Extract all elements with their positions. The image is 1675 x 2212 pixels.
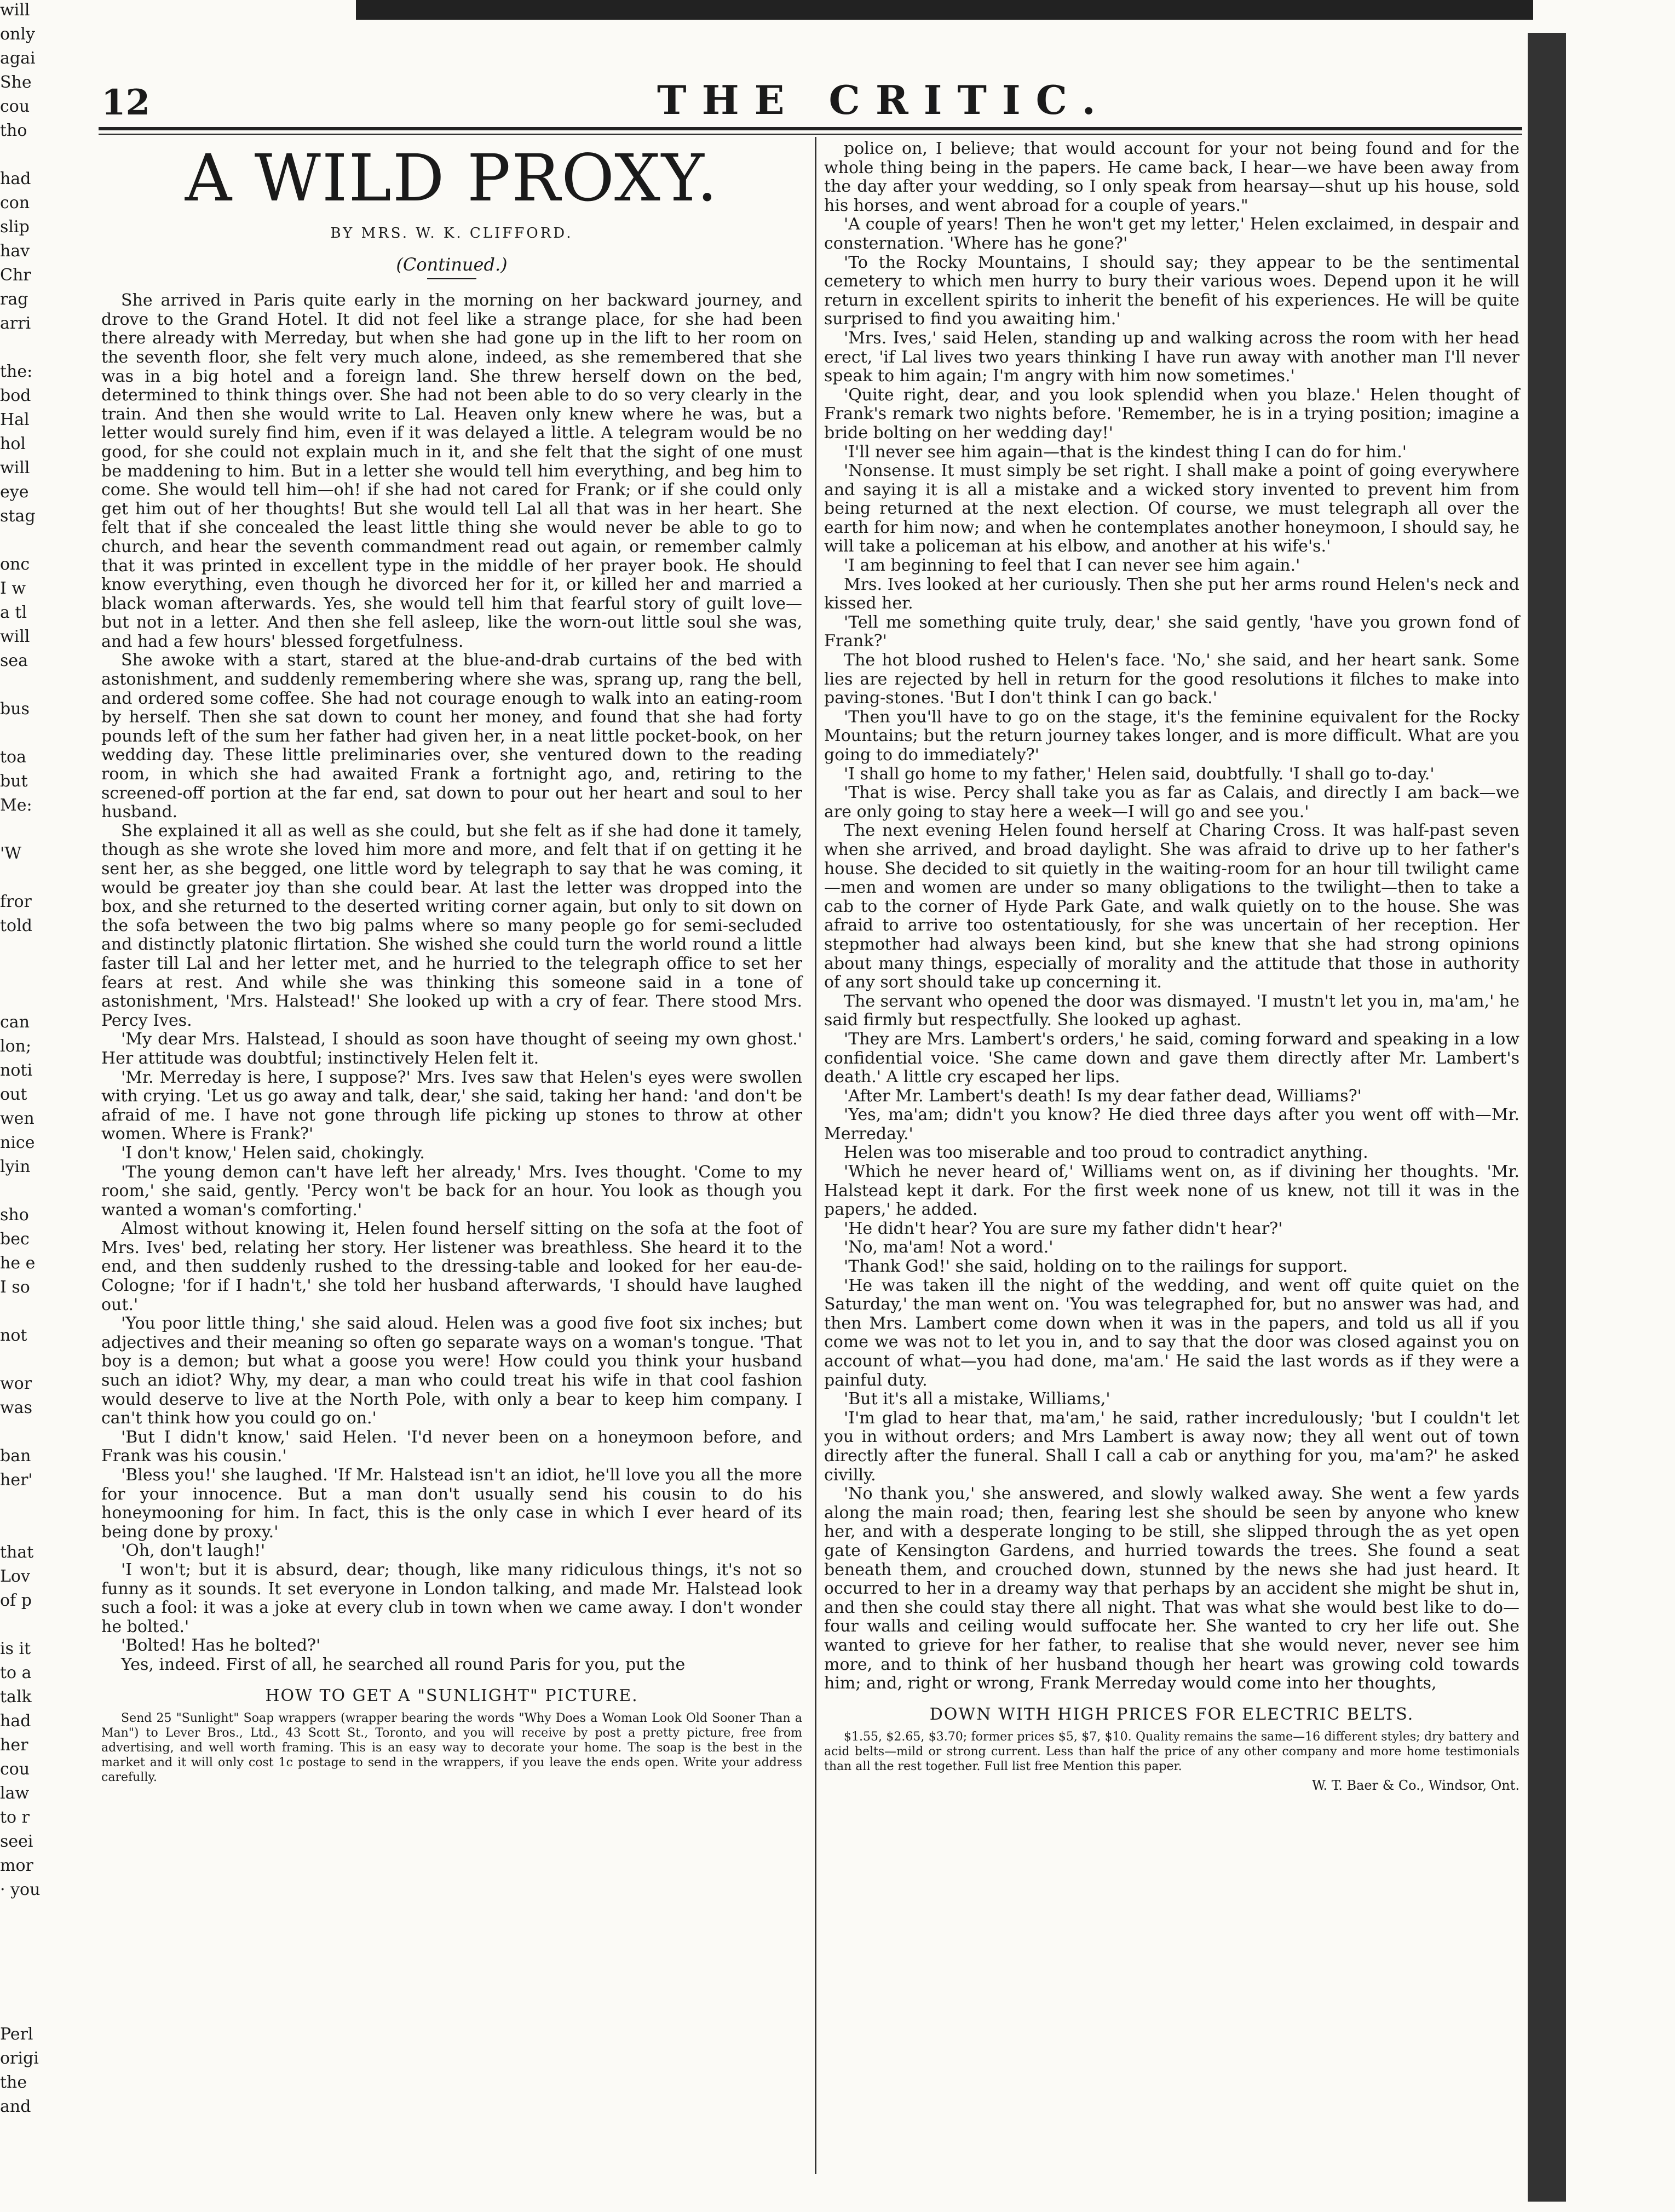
story-paragraph: 'The young demon can't have left her already,' Mrs. Ives thought. 'Come to my room,' she said, gently. 'Percy won't be back for an hour. You look as though you wanted a woman's comforting.' [101,1162,802,1220]
story-paragraph: 'Mr. Merreday is here, I suppose?' Mrs. Ives saw that Helen's eyes were swollen with crying. 'Let us go away and talk, dear,' she said, taking her hand: 'and don't be afraid of me. I have not gone through life picking up stones to throw at other women. Where is Frank?' [101,1067,802,1144]
header-rule [99,127,1522,130]
edge-fragment: origi [0,2049,39,2068]
edge-fragment [0,1349,96,1370]
header-rule-thin [99,134,1522,135]
edge-fragment: She [0,73,32,92]
edge-fragment: that [0,1543,34,1562]
edge-fragment: rag [0,290,28,309]
story-paragraph: 'My dear Mrs. Halstead, I should as soon have thought of seeing my own ghost.' Her attitude was doubtful; instinctively Helen felt it. [101,1030,802,1068]
edge-fragment [0,819,96,840]
edge-fragment: slip [0,217,30,237]
edge-fragment: Lov [0,1567,30,1586]
edge-fragment: out [0,1085,27,1104]
story-paragraph: 'Yes, ma'am; didn't you know? He died three days after you went off with—Mr. Merreday.' [824,1105,1519,1144]
edge-fragment: a tl [0,603,27,622]
story-paragraph: 'Oh, don't laugh!' [121,1541,266,1561]
title-rule [427,278,476,279]
edge-fragment: to a [0,1663,32,1682]
edge-fragment: had [0,169,31,188]
story-paragraph: 'Nonsense. It must simply be set right. I shall make a point of going everywhere and saying it is all a mistake and a wicked story invented to prevent him from being returned at the next election. Of course, we must telegraph all over the earth for him now; and when he contemplates another honeymoon, I should say, he will take a policeman at his elbow, and another at his wife's.' [824,461,1519,556]
edge-fragment: will [0,1,30,20]
edge-fragment [0,1518,96,1539]
edge-fragment: toa [0,748,27,767]
story-paragraph: 'I'm glad to hear that, ma'am,' he said, rather incredulously; 'but I couldn't let you in without orders; and Mrs Lambert is away now; they all went out of town directly after the funeral. Shall I call a cab or anything for you, ma'am?' he asked civilly. [824,1408,1519,1485]
edge-fragment: stag [0,507,36,526]
edge-fragment [0,1976,96,1997]
edge-fragment: law [0,1784,30,1803]
edge-fragment: of p [0,1591,32,1610]
story-paragraph: 'No thank you,' she answered, and slowly walked away. She went a few yards along the main road; then, fearing lest she should be seen by anyone who knew her, and with a desperate longing to be still, she slipped through the as yet open gate of Kensington Gardens, and hurried towards the trees. She found a seat beneath them, and crouched down, stunned by the news she had just heard. It occurred to her in a dreamy way that perhaps by an accident she might be shut in, and then she could stay there all night. That was what she would best like to do—four walls and ceiling would suffocate her. She wanted to cry her life out. She wanted to grieve for her father, to realise that she would never, never see him more, and to think of her husband though her heart was growing cold towards him; and, right or wrong, Frank Merreday would come into her thoughts, [824,1484,1519,1693]
edge-fragment: told [0,916,32,935]
edge-fragment: nice [0,1133,35,1152]
story-paragraph: police on, I believe; that would account for your not being found and for the whole thing being in the papers. He came back, I hear—we have been away from the day after your wedding, so I only speak from hearsay—shut up his house, sold his horses, and went abroad for a couple of years." [824,139,1519,215]
story-paragraph: Yes, indeed. First of all, he searched all round Paris for you, put the [121,1654,686,1674]
top-edge-rule [356,0,1533,20]
edge-fragment: Me: [0,796,32,815]
column-1 [101,140,802,2188]
story-paragraph: 'I shall go home to my father,' Helen said, doubtfully. 'I shall go to-day.' [844,764,1435,784]
edge-fragment: lyin [0,1157,31,1176]
story-paragraph: 'Tell me something quite truly, dear,' she said gently, 'have you grown fond of Frank?' [824,612,1519,651]
story-paragraph: 'Which he never heard of,' Williams went on, as if divining her thoughts. 'Mr. Halstead kept it dark. For the first week none of us knew, not till it was in the papers,' he added. [824,1162,1519,1220]
edge-fragment: is it [0,1639,31,1658]
edge-fragment: cou [0,97,30,116]
edge-fragment [0,675,96,696]
edge-fragment [0,723,96,744]
edge-fragment: eye [0,482,29,502]
story-paragraph: The next evening Helen found herself at Charing Cross. It was half-past seven when she arrived, and broad daylight. She was afraid to drive up to her father's house. She decided to sit quietly in the waiting-room for an hour till twilight came—men and women are under so many obligations to the twilight—then to take a cab to the corner of Hyde Park Gate, and walk quietly on to the house. She was afraid to arrive too ostentatiously, for she was uncertain of her reception. Her stepmother had always been kind, but she knew that she had strong opinions about many things, especially of morality and the attitude that those in authority of any sort should take up concerning it. [824,821,1519,992]
edge-fragment [0,530,96,551]
story-paragraph: 'You poor little thing,' she said aloud. Helen was a good five foot six inches; but adjectives and their meaning so often go separate ways on a woman's tongue. 'That boy is a demon; but what a goose you were! How could you think your husband such an idiot? Why, my dear, a man who could treat his wife in that cool fashion would deserve to live at the North Pole, with only a bear to keep him company. I can't think how you could go on.' [101,1314,802,1428]
next-page-edge-column [0,0,96,2116]
story-paragraph: 'Quite right, dear, and you look splendid when you blaze.' Helen thought of Frank's remark two nights before. 'Remember, he is in a trying position; imagine a bride bolting on her wedding day!' [824,385,1519,443]
edge-fragment: ban [0,1446,31,1466]
edge-fragment: onc [0,555,30,574]
edge-fragment: Perl [0,2025,33,2044]
story-paragraph: The servant who opened the door was dismayed. 'I mustn't let you in, ma'am,' he said firmly but respectfully. She looked up aghast. [824,991,1519,1030]
edge-fragment: bec [0,1229,30,1249]
story-paragraph: 'After Mr. Lambert's death! Is my dear father dead, Williams?' [844,1086,1362,1106]
edge-fragment: bod [0,386,31,405]
edge-fragment: con [0,193,30,212]
column-2-body [824,140,1519,1693]
edge-fragment: noti [0,1061,33,1080]
edge-fragment: seei [0,1832,33,1851]
edge-fragment: but [0,772,28,791]
edge-fragment [0,940,96,961]
story-paragraph: 'That is wise. Percy shall take you as far as Calais, and directly I am back—we are only going to stay here a week—I will go and see you.' [824,783,1519,821]
story-paragraph: 'I am beginning to feel that I can never see him again.' [844,556,1300,576]
edge-fragment [0,1422,96,1443]
story-paragraph: The hot blood rushed to Helen's face. 'No,' she said, and her heart sank. Some lies are rejected by hell in return for the good resolutions it filches to make into paving-stones. 'But I don't think I can go back.' [824,651,1519,708]
edge-fragment: talk [0,1687,32,1707]
story-paragraph: Mrs. Ives looked at her curiously. Then she put her arms round Helen's neck and kissed her. [824,574,1519,613]
story-paragraph: 'Mrs. Ives,' said Helen, standing up and walking across the room with her head erect, 'if Lal lives two years thinking I have run away with another man I'll never speak to him again; I'm angry with him now sometimes.' [824,328,1519,386]
edge-fragment: was [0,1398,32,1417]
edge-fragment: not [0,1326,27,1345]
edge-fragment: wor [0,1374,32,1393]
edge-fragment: sea [0,651,28,670]
edge-fragment: Chr [0,266,31,285]
story-paragraph: 'Thank God!' she said, holding on to the railings for support. [844,1257,1348,1277]
story-paragraph: 'But it's all a mistake, Williams,' [844,1389,1110,1409]
column-divider [815,137,816,2174]
edge-fragment [0,867,96,888]
edge-fragment: · you [0,1880,41,1899]
edge-fragment: wen [0,1109,34,1128]
edge-fragment: only [0,25,35,44]
masthead: THE CRITIC. [657,77,1111,123]
story-continued-note: (Continued.) [396,254,508,275]
story-paragraph: 'Bolted! Has he bolted?' [121,1636,321,1656]
edge-fragment: and [0,2097,31,2116]
belts-ad-body: $1.55, $2.65, $3.70; former prices $5, $7, $10. Quality remains the same—16 different styles; dry battery and acid belts—mild or strong current. Less than half the price of any other company and more home testimonials than all the rest together. Full list free Mention this paper. [824,1730,1519,1774]
edge-fragment [0,1904,96,1924]
story-paragraph: 'No, ma'am! Not a word.' [844,1238,1054,1257]
story-paragraph: 'He didn't hear? You are sure my father didn't hear?' [844,1219,1283,1238]
story-paragraph: 'Bless you!' she laughed. 'If Mr. Halstead isn't an idiot, he'll love you all the more for your innocence. But a man don't usually send his cousin to do his honeymooning for him. In fact, this is the only case in which I ever heard of its being done by proxy.' [101,1466,802,1542]
story-paragraph: 'I don't know,' Helen said, chokingly. [121,1143,425,1163]
edge-fragment [0,337,96,358]
edge-fragment: tho [0,121,27,140]
edge-fragment: agai [0,49,36,68]
edge-fragment: to r [0,1808,30,1827]
story-paragraph: She explained it all as well as she could, but she felt as if she had done it tamely, though as she wrote she loved him more and more, and felt that if on getting it he sent her, as she begged, one little word by telegraph to say that he was coming, it would be greater joy than she could bear. At last the letter was dropped into the box, and she returned to the deserted writing corner again, but only to sit down on the sofa between the two big palms where so many people go for semi-secluded and distinctly platonic flirtation. She wished she could turn the world round a little faster till Lal and her letter met, and he hurried to the telegraph office to set her fears at rest. And while she was thinking this someone said in a tone of astonishment, 'Mrs. Halstead!' She looked up with a cry of fear. There stood Mrs. Percy Ives. [101,821,802,1030]
edge-fragment [0,1928,96,1949]
sunlight-ad-title: HOW TO GET A "SUNLIGHT" PICTURE. [265,1686,638,1705]
edge-fragment: can [0,1013,30,1032]
edge-fragment: mor [0,1856,33,1875]
edge-fragment: Hal [0,410,30,429]
edge-fragment [0,1494,96,1515]
edge-fragment: 'W [0,844,22,863]
story-paragraph: 'I'll never see him again—that is the kindest thing I can do for him.' [844,442,1407,462]
edge-fragment [0,1952,96,1973]
edge-fragment: the: [0,362,33,381]
page-number: 12 [101,82,151,123]
story-paragraph: Almost without knowing it, Helen found herself sitting on the sofa at the foot of Mrs. Ives' bed, relating her story. Her listener was breathless. She heard it to the end, and then suddenly rushed to the dressing-table and looked for her eau-de-Cologne; 'for if I hadn't,' she told her husband afterwards, 'I should have laughed out.' [101,1219,802,1314]
edge-fragment: hav [0,242,30,261]
edge-fragment: I w [0,579,26,598]
edge-fragment: will [0,458,30,478]
edge-fragment [0,1615,96,1635]
edge-fragment: the [0,2073,27,2092]
story-paragraph: 'To the Rocky Mountains, I should say; they appear to be the sentimental cemetery to which men hurry to bury their various woes. Depend upon it he will return in excellent spirits to inherit the benefit of his experiences. He will be quite surprised to find you awaiting him.' [824,252,1519,329]
edge-fragment: fror [0,892,32,911]
story-paragraph: 'Then you'll have to go on the stage, it's the feminine equivalent for the Rocky Mountains; but the return journey takes longer, and is more difficult. What are you going to do immediately?' [824,707,1519,765]
edge-fragment [0,964,96,985]
edge-fragment [0,1301,96,1322]
edge-fragment: lon; [0,1037,32,1056]
binding-gutter [1528,33,1566,2202]
story-paragraph: Helen was too miserable and too proud to contradict anything. [844,1143,1368,1163]
story-title: A WILD PROXY. [185,140,719,216]
edge-fragment [0,145,96,165]
story-paragraph: 'They are Mrs. Lambert's orders,' he said, coming forward and speaking in a low confidential voice. 'She came down and gave them directly after Mr. Lambert's death.' A little cry escaped her lips. [824,1029,1519,1087]
edge-fragment: he e [0,1254,36,1273]
story-paragraph: She arrived in Paris quite early in the morning on her backward journey, and drove to the Grand Hotel. It did not feel like a strange place, for she had been there already with Merreday, but when she had gone up in the lift to her room on the seventh floor, she felt very much alone, indeed, as she remembered that she was in a big hotel and a foreign land. She threw herself down on the bed, determined to think things over. She had not been able to do so very clearly in the train. And then she would write to Lal. Heaven only knew where he was, but a letter would surely find him, even if it was delayed a little. A telegram would be no good, for she could not explain much in it, and she felt that the sight of one must be maddening to him. But in a letter she would tell him everything, and beg him to come. She would tell him—oh! if she had not cared for Frank; or if she could only get him out of her thoughts! But she would tell Lal all that was in her heart. She felt that if she concealed the least little thing she would never be able to go to church, and hear the seventh commandment read out again, or remember calmly that it was printed in excellent type in the middle of her prayer book. He should know everything, even though he divorced her for it, or killed her and married a black woman afterwards. Yes, she would tell him that fearful story of guilt love—but not in a letter. And then she fell asleep, like the worn-out little soul she was, and had a few hours' blessed forgetfulness. [101,291,802,651]
edge-fragment: her [0,1736,28,1755]
story-paragraph: 'But I didn't know,' said Helen. 'I'd never been on a honeymoon before, and Frank was his cousin.' [101,1427,802,1466]
edge-fragment: hol [0,434,26,453]
edge-fragment: arri [0,314,31,333]
edge-fragment [0,2000,96,2021]
edge-fragment: will [0,627,30,646]
column-2 [824,140,1519,2188]
story-paragraph: 'He was taken ill the night of the wedding, and went off quite quiet on the Saturday,' the man went on. 'You was telegraphed for, but no answer was had, and then Mrs. Lambert come down when it was in the papers, and told us all if you come we was not to let you in, and to say that the door was closed against you on account of what—you had done, ma'am.' He said the last words as if they were a painful duty. [824,1276,1519,1390]
edge-fragment: cou [0,1760,30,1779]
edge-fragment: sho [0,1205,29,1225]
edge-fragment: bus [0,699,30,719]
edge-fragment [0,1181,96,1202]
edge-fragment: her' [0,1470,33,1490]
edge-fragment: had [0,1711,31,1731]
sunlight-ad-body: Send 25 "Sunlight" Soap wrappers (wrapper bearing the words "Why Does a Woman Look Old Sooner Than a Man") to Lever Bros., Ltd., 43 Scott St., Toronto, and you will receive by post a pretty picture, free from advertising, and well worth framing. This is an easy way to decorate your home. The soap is the best in the market and it will only cost 1c postage to send in the wrappers, if you leave the ends open. Write your address carefully. [101,1711,802,1785]
edge-fragment: I so [0,1278,30,1297]
story-paragraph: 'I won't; but it is absurd, dear; though, like many ridiculous things, it's not so funny as it sounds. It set everyone in London talking, and made Mr. Halstead look such a fool: it was a joke at every club in town when we came away. I don't wonder he bolted.' [101,1560,802,1636]
belts-ad-signature: W. T. Baer & Co., Windsor, Ont. [1312,1778,1519,1794]
belts-ad-title: DOWN WITH HIGH PRICES FOR ELECTRIC BELTS. [929,1704,1414,1724]
story-paragraph: 'A couple of years! Then he won't get my letter,' Helen exclaimed, in despair and consternation. 'Where has he gone?' [824,215,1519,253]
story-byline: BY MRS. W. K. CLIFFORD. [330,225,573,242]
story-paragraph: She awoke with a start, stared at the blue-and-drab curtains of the bed with astonishment, and suddenly remembering where she was, sprang up, rang the bell, and ordered some coffee. She had not courage enough to walk into an eating-room by herself. Then she sat down to count her money, and found that she had forty pounds left of the sum her father had given her, in a neat little pocket-book, on her wedding day. These little preliminaries over, she ventured down to the reading room, in which she had awaited Frank a fortnight ago, and, retiring to the screened-off portion at the far end, sat down to pour out her heart and soul to her husband. [101,651,802,822]
column-1-body [101,291,802,1674]
edge-fragment [0,988,96,1009]
